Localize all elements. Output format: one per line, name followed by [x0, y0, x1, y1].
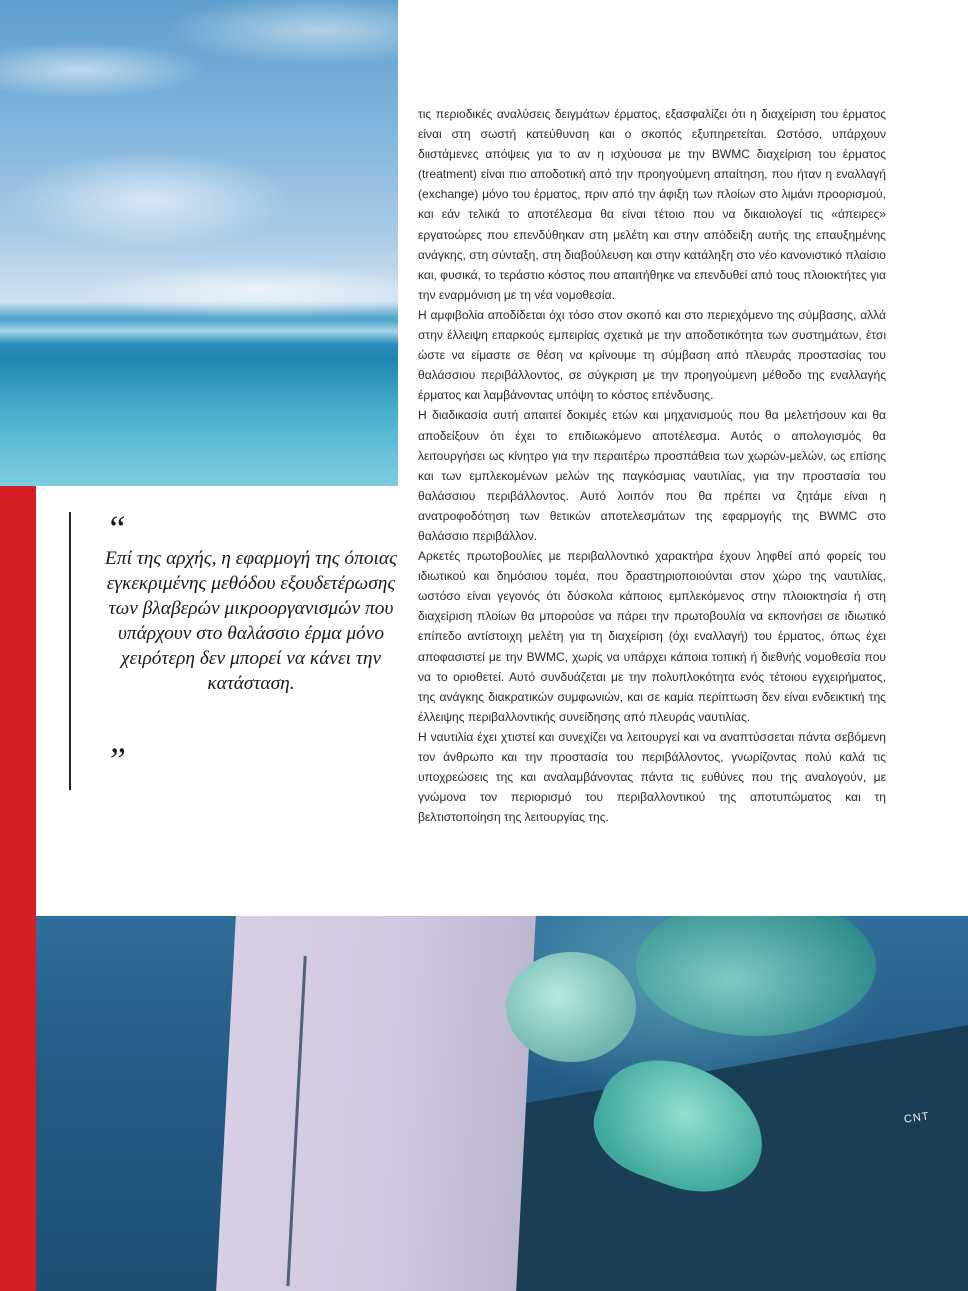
propeller-blade-upper — [636, 916, 876, 1036]
red-accent-band — [0, 486, 36, 1291]
article-paragraph-4: Αρκετές πρωτοβουλίες με περιβαλλοντικό χαρακτήρα έχουν ληφθεί από φορείς του ιδιωτικού και δημόσιου τομέα, που δραστηριοποιούνται στον χώρο της ναυτιλίας, ωστόσο είναι γεγονός ότι δύσκολα κάποιος εμπλεκόμενος στην πλοιοκτησία ή στη διαχείριση πλοίων θα μπορούσε να πάρει την πρωτοβουλία να εκπονήσει σε ιδιωτικό επίπεδο αντίστοιχη μελέτη για τη διαχείριση (όχι εναλλαγή) του έρματος, όπως έχει αποφασιστεί με την BWMC, χωρίς να υπάρχει κάποια τοπική ή διεθνής νομοθεσία που να το οριοθετεί. Αυτό συνδυάζεται με την πολυπλοκότητα ενός τέτοιου εγχειρήματος, της ανάγκης διακρατικών συμφωνιών, και σε καμία περίπτωση δεν είναι ενδεικτική της έλλειψης περιβαλλοντικής συνείδησης από πλευράς ναυτιλίας. — [418, 549, 886, 724]
pull-quote-text: Επί της αρχής, η εφαρμογή της όποιας εγκεκριμένης μεθόδου εξουδετέρωσης των βλαβερών μικροοργανισμών που υπάρχουν στο θαλάσσιο έρμα μόνο χειρότερη δεν μπορεί να κάνει την κατάσταση. — [105, 548, 397, 694]
article-paragraph-5: Η ναυτιλία έχει χτιστεί και συνεχίζει να λειτουργεί και να αναπτύσσεται πάντα σεβόμενη τον άνθρωπο και την προστασία του περιβάλλοντος, γνωρίζοντας πολύ καλά τις υποχρεώσεις της και αναλαμβάνοντας πάντα τις ευθύνες που της αναλογούν, με γνώμονα τον περιορισμό του περιβαλλοντικού της αποτυπώματος και τη βελτιστοποίηση της λειτουργίας της. — [418, 729, 886, 825]
propeller-hub — [506, 952, 636, 1062]
sky-sea-photo — [0, 0, 398, 486]
pull-quote — [50, 486, 398, 916]
article-paragraph-1: τις περιοδικές αναλύσεις δειγμάτων έρματος, εξασφαλίζει ότι η διαχείριση του έρματος είναι στη σωστή κατεύθυνση και ο σκοπός εξυπηρετείται. Ωστόσο, υπάρχουν διιστάμενες απόψεις για το αν η ισχύουσα με την BWMC διαχείριση του έρματος (treatment) είναι πιο αποδοτική από την προηγούμενη απαίτηση, που ήταν η εναλλαγή (exchange) μόνο του έρματος, πριν από την άφιξη των πλοίων στο λιμάνι προορισμού, και εάν τελικά το αποτέλεσμα θα είναι τέτοιο που να δικαιολογεί τις «άπειρες» εργατοώρες που επενδύθηκαν στη μελέτη και στην απόδειξη αυτής της επαυξημένης ανάγκης, στη σύνταξη, στη διαβούλευση και στην κατάληξη στο νέο κανονιστικό πλαίσιο και, φυσικά, το τεράστιο κόστος που απαιτήθηκε να επενδυθεί από τους πλοιοκτήτες για την εναρμόνιση με τη νέα νομοθεσία. — [418, 107, 886, 302]
rudder-seam — [286, 956, 306, 1286]
article-paragraph-2: Η αμφιβολία αποδίδεται όχι τόσο στον σκοπό και στο περιεχόμενο της σύμβασης, αλλά στην έλλειψη επαρκούς εμπειρίας σχετικά με την αποδοτικότητα των συστημάτων, έτσι ώστε να είμαστε σε θέση να κρίνουμε τη σύμβαση από πλευράς προστασίας του θαλάσσιου περιβάλλοντος, σε σύγκριση με την προηγούμενη μέθοδο της εναλλαγής έρματος και λαμβάνοντας υπόψη το κόστος επένδυσης. — [418, 307, 886, 403]
hull-marking: CNT — [903, 1110, 931, 1126]
close-quote-icon: ” — [106, 740, 127, 780]
open-quote-icon: “ — [106, 508, 127, 548]
article-body — [418, 104, 886, 827]
article-paragraph-3: Η διαδικασία αυτή απαιτεί δοκιμές ετών και μηχανισμούς που θα μελετήσουν και θα αποδείξουν ότι έχει το επιδιωκόμενο αποτέλεσμα. Αυτός ο απολογισμός θα λειτουργήσει ως κίνητρο για την περαιτέρω προσπάθεια των χωρών-μελών, ως επίσης και των εμπλεκομένων μελών της παγκόσμιας ναυτιλίας, για την προστασία του θαλάσσιου περιβάλλοντος. Αυτό λοιπόν που θα πρέπει να ζητάμε είναι η ανατροφοδότηση των θετικών αποτελεσμάτων της εφαρμογής της BWMC στο θαλάσσιο περιβάλλον. — [418, 408, 886, 543]
rudder — [216, 916, 536, 1291]
pull-quote-rule — [69, 512, 71, 790]
waterline — [0, 318, 398, 344]
rudder-propeller-photo — [36, 916, 968, 1291]
